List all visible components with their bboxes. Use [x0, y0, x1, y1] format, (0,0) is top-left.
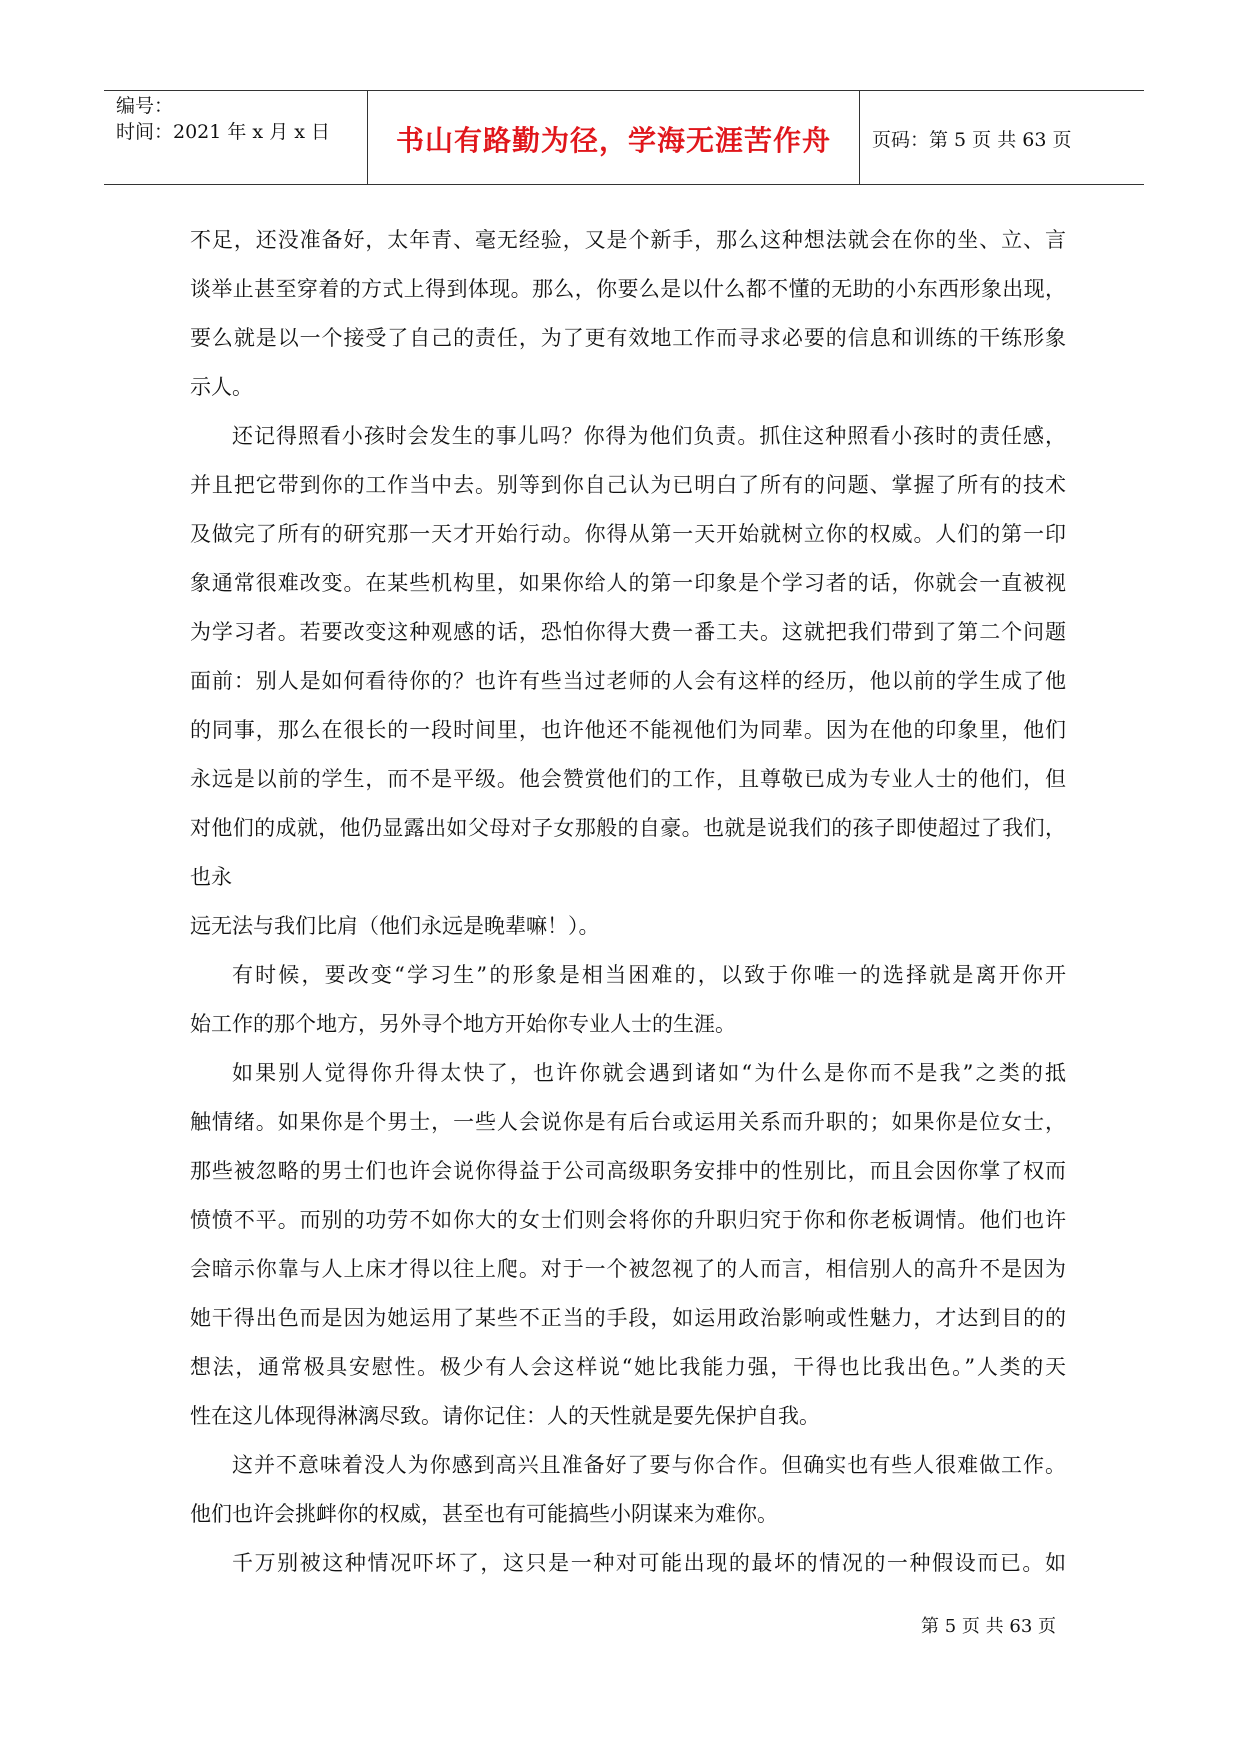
header-info-cell — [104, 91, 367, 184]
body-line: 触情绪。如果你是个男士，一些人会说你是有后台或运用关系而升职的；如果你是位女士， — [190, 1110, 1066, 1134]
body-line: 象通常很难改变。在某些机构里，如果你给人的第一印象是个学习者的话，你就会一直被视 — [190, 571, 1066, 595]
body-line: 也永 — [190, 865, 232, 889]
body-line: 有时候，要改变“学习生”的形象是相当困难的，以致于你唯一的选择就是离开你开 — [232, 963, 1066, 987]
body-line: 她干得出色而是因为她运用了某些不正当的手段，如运用政治影响或性魅力，才达到目的的 — [190, 1306, 1066, 1330]
body-line: 他们也许会挑衅你的权威，甚至也有可能搞些小阴谋来为难你。 — [190, 1502, 778, 1526]
body-line: 愤愤不平。而别的功劳不如你大的女士们则会将你的升职归究于你和你老板调情。他们也许 — [190, 1208, 1066, 1232]
body-line: 千万别被这种情况吓坏了，这只是一种对可能出现的最坏的情况的一种假设而已。如 — [232, 1551, 1066, 1575]
document-body — [190, 216, 1066, 1588]
body-line: 会暗示你靠与人上床才得以往上爬。对于一个被忽视了的人而言，相信别人的高升不是因为 — [190, 1257, 1066, 1281]
body-line: 远无法与我们比肩（他们永远是晚辈嘛！）。 — [190, 914, 600, 938]
body-line: 谈举止甚至穿着的方式上得到体现。那么，你要么是以什么都不懂的无助的小东西形象出现， — [190, 277, 1066, 301]
document-header — [104, 90, 1144, 185]
body-line: 想法，通常极具安慰性。极少有人会这样说“她比我能力强，干得也比我出色。”人类的天 — [190, 1355, 1066, 1379]
document-date-label: 时间：2021 年 x 月 x 日 — [116, 121, 330, 143]
body-line: 示人。 — [190, 375, 253, 399]
body-line: 对他们的成就，他仍显露出如父母对子女那般的自豪。也就是说我们的孩子即使超过了我们， — [190, 816, 1066, 840]
body-line: 为学习者。若要改变这种观感的话，恐怕你得大费一番工夫。这就把我们带到了第二个问题 — [190, 620, 1066, 644]
header-page-code: 页码：第 5 页 共 63 页 — [872, 129, 1072, 151]
body-line: 并且把它带到你的工作当中去。别等到你自己认为已明白了所有的问题、掌握了所有的技术 — [190, 473, 1066, 497]
header-page-cell — [860, 91, 1144, 184]
page-footer: 第 5 页 共 63 页 — [921, 1616, 1056, 1637]
body-line: 面前：别人是如何看待你的？也许有些当过老师的人会有这样的经历，他以前的学生成了他 — [190, 669, 1066, 693]
document-number-label: 编号： — [116, 95, 174, 117]
body-line: 不足，还没准备好，太年青、毫无经验，又是个新手，那么这种想法就会在你的坐、立、言 — [190, 228, 1066, 252]
body-line: 永远是以前的学生，而不是平级。他会赞赏他们的工作，且尊敬已成为专业人士的他们，但 — [190, 767, 1066, 791]
header-motto: 书山有路勤为径，学海无涯苦作舟 — [395, 124, 831, 157]
body-line: 那些被忽略的男士们也许会说你得益于公司高级职务安排中的性别比，而且会因你掌了权而 — [190, 1159, 1066, 1183]
body-line: 性在这儿体现得淋漓尽致。请你记住：人的天性就是要先保护自我。 — [190, 1404, 820, 1428]
body-line: 如果别人觉得你升得太快了，也许你就会遇到诸如“为什么是你而不是我”之类的抵 — [232, 1061, 1066, 1085]
body-line: 及做完了所有的研究那一天才开始行动。你得从第一天开始就树立你的权威。人们的第一印 — [190, 522, 1066, 546]
body-line: 始工作的那个地方，另外寻个地方开始你专业人士的生涯。 — [190, 1012, 736, 1036]
body-line: 这并不意味着没人为你感到高兴且准备好了要与你合作。但确实也有些人很难做工作。 — [232, 1453, 1066, 1477]
body-line: 还记得照看小孩时会发生的事儿吗？你得为他们负责。抓住这种照看小孩时的责任感， — [232, 424, 1066, 448]
body-line: 要么就是以一个接受了自己的责任，为了更有效地工作而寻求必要的信息和训练的干练形象 — [190, 326, 1066, 350]
header-motto-cell — [367, 91, 860, 184]
body-line: 的同事，那么在很长的一段时间里，也许他还不能视他们为同辈。因为在他的印象里，他们 — [190, 718, 1066, 742]
